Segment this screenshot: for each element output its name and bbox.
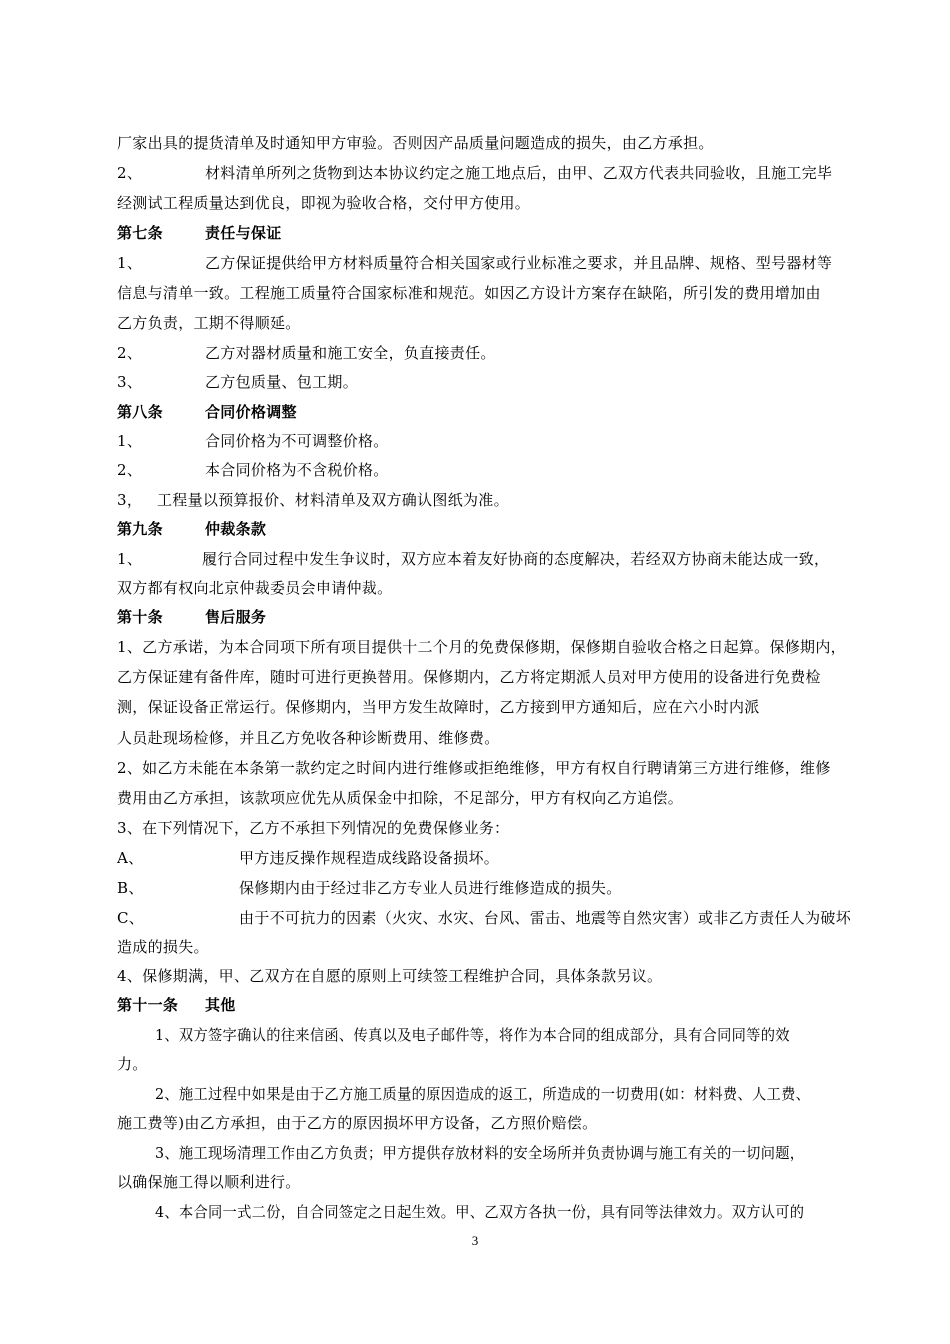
item-number: 3， xyxy=(117,491,143,509)
section-heading xyxy=(117,519,887,539)
section-title: 其他 xyxy=(205,996,236,1014)
item-text: 甲方违反操作规程造成线路设备损坏。 xyxy=(239,849,500,867)
paragraph-line: 2、施工过程中如果是由于乙方施工质量的原因造成的返工，所造成的一切费用(如：材料费、人工费、 xyxy=(155,1085,811,1103)
section-number: 第八条 xyxy=(117,403,163,421)
section-heading xyxy=(117,607,887,627)
section-number: 第七条 xyxy=(117,224,163,242)
paragraph-line: 施工费等)由乙方承担，由于乙方的原因损坏甲方设备，乙方照价赔偿。 xyxy=(117,1114,598,1132)
paragraph-line: 1、乙方承诺，为本合同项下所有项目提供十二个月的免费保修期，保修期自验收合格之日起算。保修期内， xyxy=(117,638,846,656)
paragraph-line: 以确保施工得以顺利进行。 xyxy=(117,1173,301,1191)
item-number: 2、 xyxy=(117,461,143,479)
item-number: 2、 xyxy=(117,164,143,182)
paragraph-line: 4、保修期满，甲、乙双方在自愿的原则上可续签工程维护合同，具体条款另议。 xyxy=(117,967,663,985)
item-text: 乙方包质量、包工期。 xyxy=(205,373,359,391)
item-text: 材料清单所列之货物到达本协议约定之施工地点后，由甲、乙双方代表共同验收，且施工完毕 xyxy=(205,164,833,182)
section-heading xyxy=(117,402,887,422)
paragraph-line: 4、本合同一式二份，自合同签定之日起生效。甲、乙双方各执一份，具有同等法律效力。双方认可的 xyxy=(155,1203,805,1221)
list-item xyxy=(117,343,887,363)
paragraph-line: 3、施工现场清理工作由乙方负责；甲方提供存放材料的安全场所并负责协调与施工有关的一切问题， xyxy=(155,1144,805,1162)
list-item xyxy=(117,878,887,898)
section-heading xyxy=(117,223,887,243)
list-item xyxy=(117,549,887,569)
item-number: 2、 xyxy=(117,344,143,362)
section-title: 售后服务 xyxy=(205,608,267,626)
section-number: 第九条 xyxy=(117,520,163,538)
list-item xyxy=(117,848,887,868)
list-item xyxy=(117,163,887,183)
page-number: 3 xyxy=(471,1233,479,1248)
paragraph-line: 乙方保证建有备件库，随时可进行更换替用。保修期内，乙方将定期派人员对甲方使用的设备进行免费检 xyxy=(117,668,821,686)
section-number: 第十一条 xyxy=(117,996,179,1014)
item-number: B、 xyxy=(117,879,144,897)
item-number: C、 xyxy=(117,909,145,927)
item-text: 乙方对器材质量和施工安全，负直接责任。 xyxy=(205,344,496,362)
item-number: 1、 xyxy=(117,254,143,272)
item-text: 履行合同过程中发生争议时，双方应本着友好协商的态度解决，若经双方协商未能达成一致， xyxy=(202,550,830,568)
section-title: 责任与保证 xyxy=(205,224,282,242)
item-text: 工程量以预算报价、材料清单及双方确认图纸为准。 xyxy=(157,491,509,509)
item-text: 合同价格为不可调整价格。 xyxy=(205,432,389,450)
item-number: 1、 xyxy=(117,432,143,450)
paragraph-line: 双方都有权向北京仲裁委员会申请仲裁。 xyxy=(117,579,393,597)
list-item xyxy=(117,372,887,392)
item-text: 由于不可抗力的因素（火灾、水灾、台风、雷击、地震等自然灾害）或非乙方责任人为破坏 xyxy=(239,909,852,927)
paragraph-line: 3、在下列情况下，乙方不承担下列情况的免费保修业务： xyxy=(117,819,510,837)
list-item xyxy=(117,908,887,928)
list-item xyxy=(117,253,887,273)
paragraph-line: 力。 xyxy=(117,1055,148,1073)
section-heading xyxy=(117,995,887,1015)
item-text: 保修期内由于经过非乙方专业人员进行维修造成的损失。 xyxy=(239,879,622,897)
item-text: 本合同价格为不含税价格。 xyxy=(205,461,389,479)
item-number: A、 xyxy=(117,849,144,867)
section-number: 第十条 xyxy=(117,608,163,626)
list-item xyxy=(117,431,887,451)
section-title: 合同价格调整 xyxy=(205,403,297,421)
paragraph-line: 费用由乙方承担，该款项应优先从质保金中扣除，不足部分，甲方有权向乙方追偿。 xyxy=(117,789,684,807)
section-title: 仲裁条款 xyxy=(205,520,267,538)
paragraph-line: 测，保证设备正常运行。保修期内，当甲方发生故障时，乙方接到甲方通知后，应在六小时内派 xyxy=(117,698,760,716)
list-item xyxy=(117,460,887,480)
list-item xyxy=(117,490,887,510)
paragraph-line: 1、双方签字确认的往来信函、传真以及电子邮件等，将作为本合同的组成部分，具有合同同等的效 xyxy=(155,1026,790,1044)
paragraph-line: 造成的损失。 xyxy=(117,938,209,956)
paragraph-line: 人员赴现场检修，并且乙方免收各种诊断费用、维修费。 xyxy=(117,729,500,747)
paragraph-line: 乙方负责，工期不得顺延。 xyxy=(117,314,301,332)
paragraph-line: 2、如乙方未能在本条第一款约定之时间内进行维修或拒绝维修，甲方有权自行聘请第三方进行维修，维修 xyxy=(117,759,831,777)
item-text: 乙方保证提供给甲方材料质量符合相关国家或行业标准之要求，并且品牌、规格、型号器材等 xyxy=(205,254,833,272)
item-number: 3、 xyxy=(117,373,143,391)
paragraph-line: 厂家出具的提货清单及时通知甲方审验。否则因产品质量问题造成的损失，由乙方承担。 xyxy=(117,134,714,152)
paragraph-line: 经测试工程质量达到优良，即视为验收合格，交付甲方使用。 xyxy=(117,194,531,212)
paragraph-line: 信息与清单一致。工程施工质量符合国家标准和规范。如因乙方设计方案存在缺陷，所引发的费用增加由 xyxy=(117,284,821,302)
item-number: 1、 xyxy=(117,550,143,568)
